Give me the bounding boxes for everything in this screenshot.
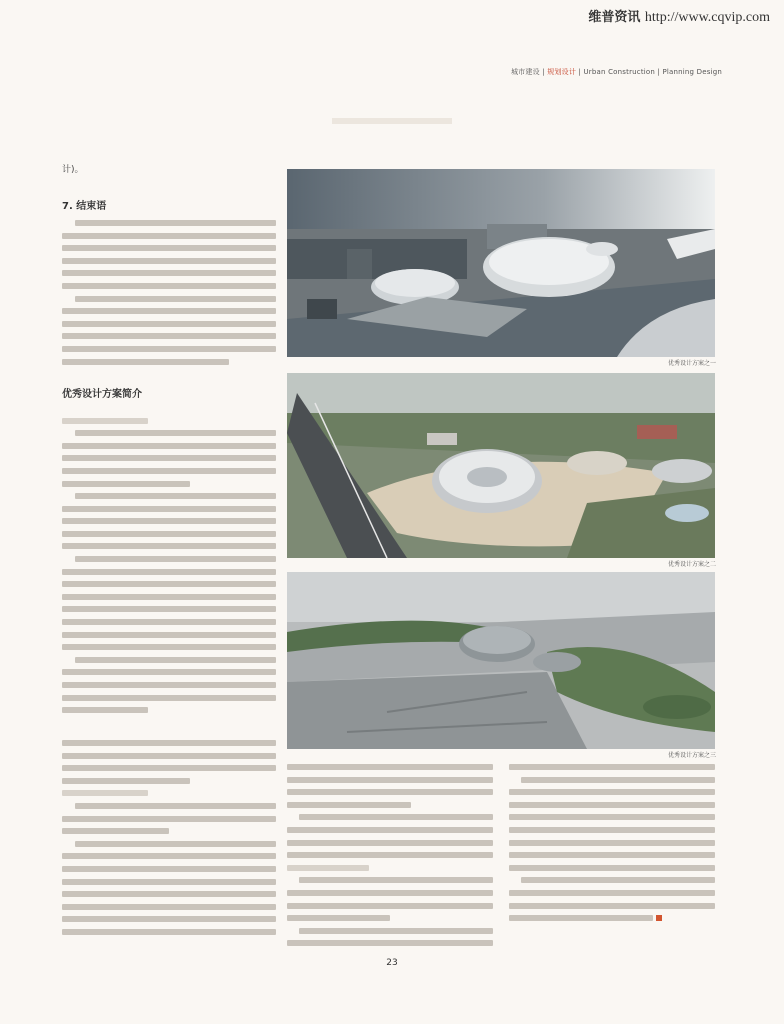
text-line [509, 802, 715, 808]
text-line [62, 531, 276, 537]
text-line [75, 296, 276, 302]
text-line [75, 841, 276, 847]
text-line [62, 740, 276, 746]
text-line [509, 789, 715, 795]
design-intro-text [62, 418, 276, 714]
text-line [62, 258, 276, 264]
text-line [75, 657, 276, 663]
text-line [62, 270, 276, 276]
faint-title-bar [332, 118, 452, 124]
text-line [62, 481, 190, 487]
text-line [62, 233, 276, 239]
conclusion-text [62, 220, 276, 365]
text-line [62, 644, 276, 650]
text-line [62, 581, 276, 587]
text-line [62, 321, 276, 327]
text-line [299, 814, 493, 820]
text-line [62, 816, 276, 822]
text-line [509, 890, 715, 896]
text-line [287, 865, 369, 871]
text-line [62, 929, 276, 935]
article-end-mark [656, 915, 662, 921]
bottom-column-2 [287, 764, 493, 946]
rendering-aerial-1 [287, 169, 715, 357]
text-line [62, 518, 276, 524]
caption-2: 优秀设计方案之二 [667, 561, 716, 568]
running-head: 城市建设 | 规划设计 | Urban Construction | Planning Design [511, 68, 722, 76]
text-line [62, 308, 276, 314]
text-line [299, 877, 493, 883]
text-line [62, 594, 276, 600]
caption-1: 优秀设计方案之一 [667, 360, 716, 367]
text-line [509, 814, 715, 820]
text-line [62, 543, 276, 549]
text-line [287, 903, 493, 909]
text-line [287, 915, 390, 921]
text-line [287, 852, 493, 858]
text-line [62, 765, 276, 771]
last-line [509, 915, 715, 921]
rendering-aerial-2 [287, 373, 715, 558]
text-line [75, 493, 276, 499]
text-line [62, 506, 276, 512]
text-line [62, 904, 276, 910]
text-line [62, 443, 276, 449]
watermark-url[interactable]: http://www.cqvip.com [644, 10, 770, 25]
caption-3: 优秀设计方案之三 [667, 752, 716, 759]
text-line [521, 877, 715, 883]
text-line [62, 669, 276, 675]
text-line [75, 556, 276, 562]
text-line [299, 928, 493, 934]
text-line [62, 707, 148, 713]
text-line [62, 891, 276, 897]
text-line [62, 606, 276, 612]
text-line [287, 940, 493, 946]
text-line [509, 915, 653, 921]
text-line [509, 865, 715, 871]
text-line [287, 789, 493, 795]
running-head-section: 规划设计 [547, 68, 577, 76]
text-line [62, 916, 276, 922]
text-line [62, 283, 276, 289]
bottom-column-3 [509, 764, 715, 921]
paragraph-end: 计)。 [62, 165, 84, 175]
text-line [287, 764, 493, 770]
text-line [62, 632, 276, 638]
text-line [62, 569, 276, 575]
rendering-aerial-3 [287, 572, 715, 749]
page-number: 23 [386, 958, 398, 968]
text-line [62, 778, 190, 784]
left-text-column [62, 162, 276, 713]
text-line [287, 802, 411, 808]
text-line [62, 346, 276, 352]
text-line [287, 827, 493, 833]
text-line [75, 430, 276, 436]
column-1-text [62, 740, 276, 935]
text-line [62, 418, 148, 424]
text-line [62, 619, 276, 625]
text-line [62, 753, 276, 759]
text-line [521, 777, 715, 783]
text-line [62, 455, 276, 461]
column-3-text [509, 764, 715, 921]
text-line [62, 879, 276, 885]
text-line [509, 764, 715, 770]
running-head-right: Urban Construction | Planning Design [583, 68, 722, 76]
text-line [62, 359, 229, 365]
running-head-left: 城市建设 [511, 68, 540, 76]
heading-design-intro: 优秀设计方案简介 [62, 388, 142, 400]
watermark-brand: 维普资讯 [588, 10, 641, 25]
text-line [62, 828, 169, 834]
text-line [62, 790, 148, 796]
text-line [62, 682, 276, 688]
text-line [62, 468, 276, 474]
text-line [62, 695, 276, 701]
text-line [509, 840, 715, 846]
text-line [509, 852, 715, 858]
text-line [509, 827, 715, 833]
text-line [62, 245, 276, 251]
text-line [75, 803, 276, 809]
text-line [62, 853, 276, 859]
text-line [287, 777, 493, 783]
text-line [509, 903, 715, 909]
text-line [75, 220, 276, 226]
bottom-column-1 [62, 740, 276, 935]
text-line [287, 890, 493, 896]
watermark [588, 6, 770, 26]
text-line [62, 866, 276, 872]
text-line [62, 333, 276, 339]
column-2-text [287, 764, 493, 946]
text-line [287, 840, 493, 846]
section-title: 7. 结束语 [62, 201, 107, 212]
